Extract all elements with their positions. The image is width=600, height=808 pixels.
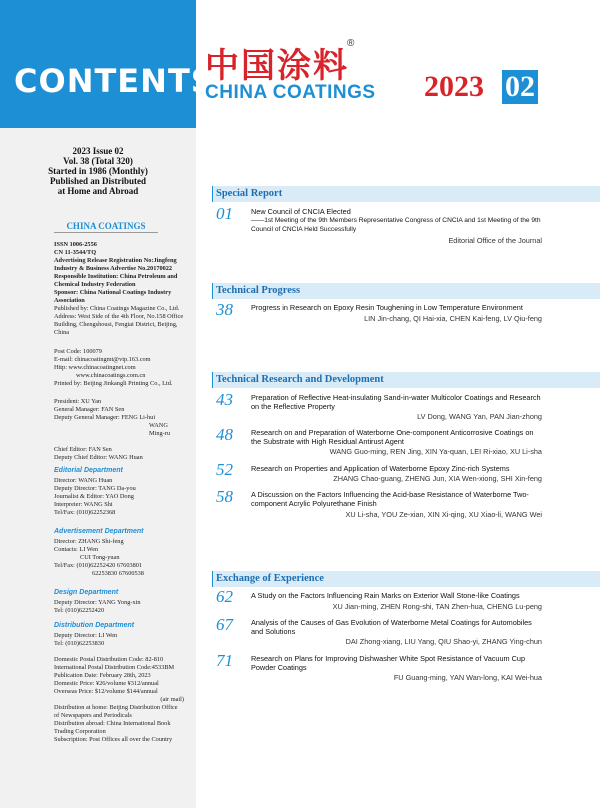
publisher: Published by: China Coatings Magazine Co., Ltd.: [54, 305, 180, 312]
article-title: Research on Plans for Improving Dishwasher White Spot Resistance of Vacuum Cup Powder Coatings: [251, 654, 526, 672]
article-authors: DAI Zhong-xiang, LIU Yang, QIU Shao-yi, ZHANG Ying-chun: [345, 637, 542, 646]
printer: Printed by: Beijing Jinkangli Printing Co., Ltd.: [54, 380, 173, 387]
article-authors: XU Jian-ming, ZHEN Rong-shi, TAN Zhen-hua, CHENG Lu-peng: [332, 602, 542, 611]
issue-line: Vol. 38 (Total 320): [63, 156, 133, 166]
article-title: Analysis of the Causes of Gas Evolution of Waterborne Metal Coatings for Automobiles and Solutions: [251, 618, 532, 636]
section-title-research: Technical Research and Development: [216, 374, 384, 385]
issn: ISSN 1006-2556: [54, 241, 97, 248]
management-block: [54, 398, 184, 438]
article-title: A Study on the Factors Influencing Rain Marks on Exterior Wall Stone-like Coatings: [251, 591, 520, 600]
article-authors: LV Dong, WANG Yan, PAN Jian-zhong: [417, 412, 542, 421]
email: E-mail: chinacoatingmt@vip.163.com: [54, 356, 151, 363]
article-page-number: 62: [216, 587, 233, 606]
sponsor: Sponsor: China National Coatings Industry Association: [54, 289, 172, 304]
post-code: Post Code: 100079: [54, 348, 102, 355]
distribution-dept: [54, 632, 184, 648]
international-code: International Postal Distribution Code:4533BM: [54, 664, 175, 671]
article-authors: ZHANG Chao-guang, ZHENG Jun, XIA Wen-xiong, SHI Xin-feng: [333, 474, 542, 483]
responsible-institution: Responsible Institution: China Petroleum and Chemical Industry Federation: [54, 273, 178, 288]
article-title: A Discussion on the Factors Influencing the Acid-base Resistance of Waterborne Two-component Acrylic Polyurethane Finish: [251, 490, 529, 508]
brand-logo-english: CHINA COATINGS: [205, 82, 376, 103]
advertisement-contacts-2: CUI Tong-yuan: [80, 554, 120, 561]
address: Address: West Side of the 4th Floor, No.158 Office Building, Chengshousi, Fengtai District, Beijing, China: [54, 313, 184, 336]
distribution-deputy-director: Deputy Director: LI Wen: [54, 632, 118, 639]
issue-line: Started in 1986 (Monthly): [48, 166, 148, 176]
article-page-number: 38: [216, 300, 233, 319]
article-title: Progress in Research on Epoxy Resin Toughening in Low Temperature Environment: [251, 303, 523, 312]
brand-logo-chinese: 中国涂料: [205, 46, 349, 86]
article-page-number: 67: [216, 615, 233, 634]
article-page-number: 52: [216, 460, 233, 479]
cn-number: CN 11-3544/TQ: [54, 249, 97, 256]
article-page-number: 58: [216, 487, 233, 506]
distribution-dept-title: Distribution Department: [54, 622, 135, 629]
contact-block: [54, 348, 184, 388]
section-title-technical-progress: Technical Progress: [216, 285, 301, 296]
design-dept: [54, 599, 184, 615]
article-page-number: 43: [216, 390, 233, 409]
editorial-dept: [54, 477, 184, 517]
design-dept-title: Design Department: [54, 589, 119, 596]
issue-info: [0, 146, 196, 196]
design-deputy-director: Deputy Director: YANG Yong-xin: [54, 599, 141, 606]
article-authors: XU Li-sha, YOU Ze-xian, XIN Xi-qing, XU Xiao-li, WANG Wei: [345, 510, 542, 519]
advertisement-dept-title: Advertisement Department: [54, 528, 144, 535]
registered-mark: ®: [347, 38, 355, 49]
article-title: Research on Properties and Application of Waterborne Epoxy Zinc-rich Systems: [251, 464, 510, 473]
article-authors: LIN Jin-chang, QI Hai-xia, CHEN Kai-feng, LV Qiu-feng: [364, 314, 542, 323]
journalist-editor: Journalist & Editor: YAO Dong: [54, 493, 134, 500]
article-subtitle: ——1st Meeting of the 9th Members Representative Congress of CNCIA and 1st Meeting of the 9th Council of CNCIA Held Successfully: [251, 217, 541, 233]
domestic-price: Domestic Price: ¥26/volume ¥312/annual: [54, 680, 159, 687]
interpreter: Interpreter: WANG Shi: [54, 501, 113, 508]
distribution-home: Distribution at home: Beijing Distribution Office of Newspapers and Periodicals: [54, 704, 178, 719]
overseas-price: Overseas Price: $12/volume $144/annual: [54, 688, 158, 695]
deputy-general-manager-2: WANG Ming-ru: [149, 422, 170, 437]
issue-line: 2023 Issue 02: [72, 146, 124, 156]
website: Http: www.chinacoatingnet.com: [54, 364, 136, 371]
article-title: [251, 207, 541, 234]
deputy-chief-editor: Deputy Chief Editor: WANG Huan: [54, 454, 143, 461]
article-page-number: 01: [216, 204, 233, 223]
advertisement-director: Director: ZHANG Shi-feng: [54, 538, 124, 545]
design-tel: Tel: (010)62252420: [54, 607, 105, 614]
publication-date: Publication Date: February 28th, 2023: [54, 672, 151, 679]
distribution-tel: Tel: (010)62253830: [54, 640, 105, 647]
article-authors: WANG Guo-ming, REN Jing, XIN Ya-quan, LEI Ri-xiao, XU Li-sha: [329, 447, 542, 456]
editorial-telfax: Tel/Fax: (010)62252368: [54, 509, 116, 516]
section-title-special-report: Special Report: [216, 188, 283, 199]
domestic-code: Domestic Postal Distribution Code: 82-810: [54, 656, 164, 663]
subscription: Subscription: Post Offices all over the Country: [54, 736, 173, 743]
article-title: Preparation of Reflective Heat-insulating Sand-in-water Multicolor Coatings and Research on the Reflective Property: [251, 393, 541, 411]
article-page-number: 71: [216, 651, 233, 670]
chief-editor: Chief Editor: FAN Sen: [54, 446, 112, 453]
masthead-block: [54, 241, 184, 337]
deputy-general-manager: Deputy General Manager: FENG Li-hui: [54, 414, 156, 421]
advertisement-telfax-2: 62253830 67600538: [92, 570, 144, 577]
advertisement-dept: [54, 538, 184, 578]
airmail-note: (air mail): [160, 696, 184, 703]
pricing-block: [54, 656, 184, 744]
general-manager: General Manager: FAN Sen: [54, 406, 125, 413]
contents-title: CONTENTS: [14, 62, 215, 100]
advertisement-telfax: Tel/Fax: (010)62252420 67603801: [54, 562, 143, 569]
editors-block: [54, 446, 184, 462]
editorial-dept-title: Editorial Department: [54, 467, 123, 474]
article-page-number: 48: [216, 425, 233, 444]
article-title-text: New Council of CNCIA Elected: [251, 207, 351, 216]
issue-line: Published an Distributed: [49, 176, 147, 186]
section-title-exchange: Exchange of Experience: [216, 573, 324, 584]
issue-year: 2023: [424, 70, 484, 103]
article-authors: Editorial Office of the Journal: [448, 236, 542, 245]
article-authors: FU Guang-ming, YAN Wan-long, KAI Wei-hua: [393, 673, 542, 682]
distribution-abroad: Distribution abroad: China International Book Trading Corporation: [54, 720, 171, 735]
advertisement-contacts: Contacts: LI Wen: [54, 546, 99, 553]
editorial-director: Director: WANG Huan: [54, 477, 113, 484]
website-2: www.chinacoatings.com.cn: [76, 372, 146, 379]
president: President: XU Yan: [54, 398, 102, 405]
issue-number: 02: [502, 70, 538, 104]
magazine-title: CHINA COATINGS: [54, 221, 158, 233]
editorial-deputy-director: Deputy Director: TANG Da-you: [54, 485, 136, 492]
article-title: Research on and Preparation of Waterborne One-component Anticorrosive Coatings on the Substrate with High Residual Antirust Agent: [251, 428, 534, 446]
advertising-registration: Advertising Release Registration No:Jingfeng Industry & Business Advertise No.20170022: [54, 257, 177, 272]
issue-line: at Home and Abroad: [57, 186, 139, 196]
